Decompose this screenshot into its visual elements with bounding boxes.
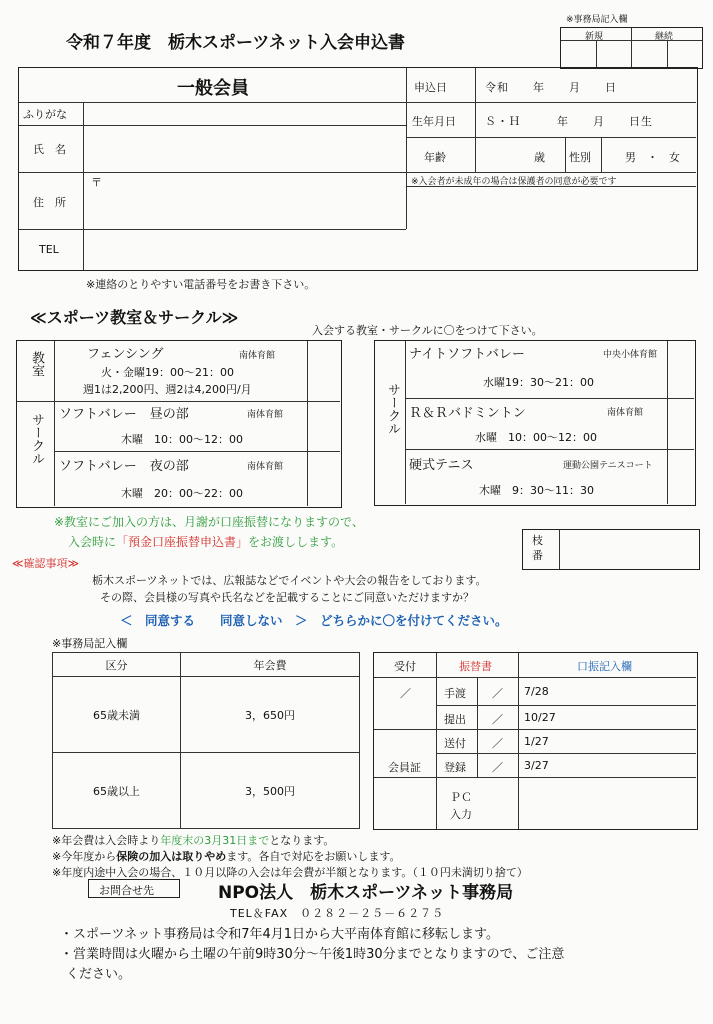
note-1-pre: ※年会費は入会時より [52, 834, 161, 847]
note-2-post: ます。各自で対応をお願いします。 [226, 850, 401, 863]
name-input[interactable] [87, 128, 406, 172]
classes-heading: ≪スポーツ教室＆サークル≫ [30, 308, 239, 327]
class-name: ソフトバレー 夜の部 [59, 459, 189, 474]
circle-label-left: サークル [29, 413, 44, 465]
application-date-label: 申込日 [414, 81, 447, 94]
office-use-label: ※事務局記入欄 [566, 15, 628, 25]
gender-label: 性別 [569, 151, 591, 164]
circle-label-right: サークル [385, 383, 400, 435]
class-name: Ｒ＆Ｒバドミントン [409, 406, 526, 421]
class-venue: 南体育館 [247, 462, 284, 472]
fees-table [52, 652, 360, 829]
footer-line-2: ・営業時間は火曜から土曜の午前9時30分～午後1時30分までとなりますので、ご注意 [60, 947, 565, 962]
contact-box [88, 879, 180, 898]
office-row-label: 提出 [444, 713, 466, 726]
office-row-label: 手渡 [444, 687, 466, 700]
office-row-slash: ／ [492, 687, 503, 700]
minor-note: ※入会者が未成年の場合は保護者の同意が必要です [411, 177, 617, 187]
left-classes-box [16, 340, 342, 508]
page-title: 令和７年度 栃木スポーツネット入会申込書 [66, 33, 405, 53]
debit-note-form: 「預金口座振替申込書」 [116, 535, 249, 549]
class-name: 硬式テニス [409, 458, 474, 473]
address-input[interactable] [105, 176, 405, 228]
class-venue: 中央小体育館 [603, 350, 658, 360]
classes-instruction: 入会する教室・サークルに〇をつけて下さい。 [312, 324, 543, 337]
class-name: フェンシング [87, 347, 164, 362]
class-note: 週1は2,200円、週2は4,200円/月 [83, 383, 252, 396]
class-venue: 南体育館 [239, 351, 276, 361]
office-row-label: 登録 [444, 761, 466, 774]
note-1-highlight: 年度末の3月31日まで [160, 834, 270, 847]
class-schedule: 水曜19：30～21：00 [483, 376, 594, 389]
office-pc-1: ＰＣ [450, 791, 472, 804]
new-label: 新規 [585, 32, 604, 42]
note-1-post: となります。 [269, 834, 335, 847]
tel-label: TEL [39, 243, 59, 256]
fees-col-category: 区分 [53, 653, 181, 677]
office-row-value: 1/27 [524, 735, 549, 748]
consent-choice[interactable]: ＜ 同意する 同意しない ＞ どちらかに〇を付けてください。 [120, 613, 508, 628]
office-table [373, 652, 698, 830]
fees-office-label: ※事務局記入欄 [52, 637, 128, 650]
class-schedule: 水曜 10：00～12：00 [475, 431, 597, 444]
debit-note-post: をお渡しします。 [248, 535, 344, 549]
fees-col-fee: 年会費 [181, 653, 360, 677]
class-schedule: 木曜 10：00～12：00 [121, 433, 243, 446]
furigana-label: ふりがな [23, 108, 67, 121]
age-label: 年齢 [424, 151, 446, 164]
class-venue: 運動公園テニスコート [563, 461, 653, 471]
class-schedule: 木曜 9：30～11：30 [479, 484, 594, 497]
fee-amount: 3，650円 [181, 677, 360, 753]
debit-note-pre: 入会時に [68, 535, 117, 549]
tel-input[interactable] [87, 234, 691, 268]
note-2 [52, 848, 400, 864]
office-row-label: 送付 [444, 737, 466, 750]
office-row-slash: ／ [492, 761, 503, 774]
birth-label: 生年月日 [412, 115, 456, 128]
class-venue: 南体育館 [247, 410, 284, 420]
continue-label: 継続 [655, 32, 674, 42]
class-schedule: 木曜 20：00～22：00 [121, 487, 243, 500]
office-row-slash: ／ [492, 713, 503, 726]
age-unit: 歳 [534, 151, 545, 164]
note-2-bold: 保険の加入は取りやめ [116, 850, 227, 863]
branch-box [522, 529, 700, 570]
name-label: 氏 名 [33, 143, 66, 156]
office-row-value: 10/27 [524, 711, 556, 724]
contact-label: お問合せ先 [99, 884, 154, 897]
right-classes-box [374, 340, 696, 506]
office-row-value: 7/28 [524, 685, 549, 698]
classroom-label: 教室 [29, 351, 44, 377]
address-label: 住 所 [33, 196, 66, 209]
consent-label: ≪確認事項≫ [12, 557, 80, 570]
fee-amount: 3，500円 [181, 753, 360, 829]
class-schedule: 火・金曜19：00～21：00 [101, 366, 234, 379]
note-3: ※年度内途中入会の場合、１０月以降の入会は年会費が半額となります。（１０円未満切り捨て） [52, 866, 528, 879]
postal-mark: 〒 [91, 176, 102, 189]
office-member-card: 会員証 [388, 761, 421, 774]
office-slash: ／ [400, 687, 411, 700]
office-row-slash: ／ [492, 737, 503, 750]
office-receipt: 受付 [394, 660, 416, 673]
class-name: ソフトバレー 昼の部 [59, 407, 189, 422]
footer-line-3: ください。 [66, 967, 132, 982]
application-form [18, 67, 698, 271]
birth-value: Ｓ・Ｈ 年 月 日生 [485, 115, 653, 128]
branch-label: 枝番 [532, 534, 543, 562]
fee-category: 65歳未満 [53, 677, 181, 753]
application-date-value: 令和 年 月 日 [485, 81, 617, 94]
consent-text-1: 栃木スポーツネットでは、広報誌などでイベントや大会の報告をしております。 [92, 574, 487, 587]
tel-note: ※連絡のとりやすい電話番号をお書き下さい。 [86, 278, 316, 291]
fee-category: 65歳以上 [53, 753, 181, 829]
office-pc-2: 入力 [450, 808, 472, 821]
class-venue: 南体育館 [607, 408, 644, 418]
debit-note-2 [68, 533, 343, 550]
tel-fax: TEL＆FAX ０２８２－２５－６２７５ [230, 907, 445, 920]
class-name: ナイトソフトバレー [409, 347, 525, 362]
footer-line-1: ・スポーツネット事務局は令和7年4月1日から大平南体育館に移転します。 [60, 927, 499, 942]
note-2-pre: ※今年度から [52, 850, 117, 863]
debit-note-1: ※教室にご加入の方は、月謝が口座振替になりますので、 [54, 515, 364, 529]
office-row-value: 3/27 [524, 759, 549, 772]
section-title: 一般会員 [177, 78, 249, 99]
branch-input[interactable] [563, 532, 697, 568]
table-row [53, 753, 360, 829]
office-account-col: 口振記入欄 [577, 660, 632, 673]
office-status-box [560, 27, 703, 69]
org-name: NPO法人 栃木スポーツネット事務局 [218, 883, 514, 903]
note-1 [52, 832, 334, 848]
gender-value: 男 ・ 女 [625, 151, 680, 164]
office-transfer: 振替書 [459, 660, 492, 673]
table-row [53, 677, 360, 753]
consent-text-2: その際、会員様の写真や氏名などを記載することにご同意いただけますか？ [100, 591, 474, 604]
furigana-input[interactable] [87, 104, 406, 125]
